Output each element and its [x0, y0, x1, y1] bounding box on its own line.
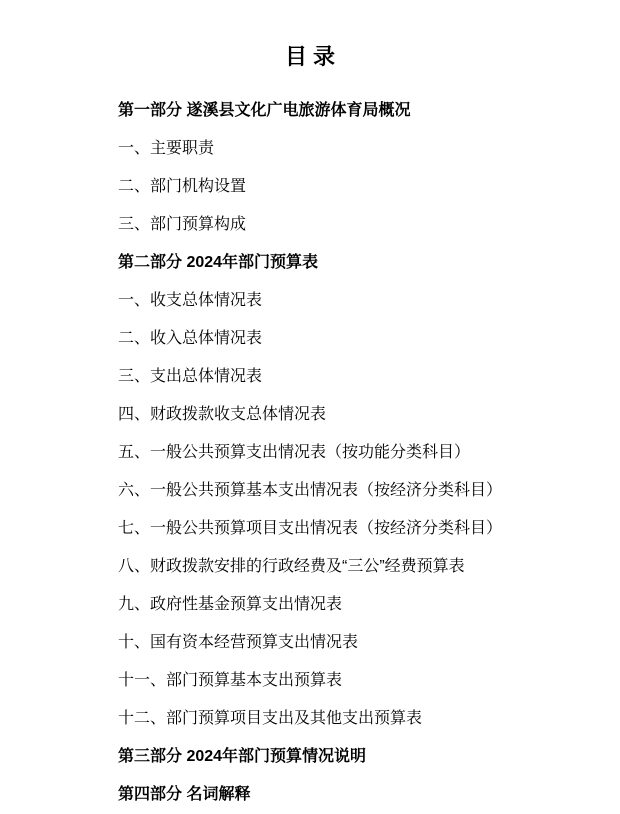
toc-item: 一、主要职责 — [118, 140, 215, 157]
toc-item: 十、国有资本经营预算支出情况表 — [118, 634, 359, 651]
toc-section-heading: 第二部分 2024年部门预算表 — [118, 254, 319, 271]
toc-item: 八、财政拨款安排的行政经费及“三公”经费预算表 — [118, 558, 465, 575]
toc-item: 三、部门预算构成 — [118, 216, 247, 233]
toc-item: 二、部门机构设置 — [118, 178, 247, 195]
toc-item: 四、财政拨款收支总体情况表 — [118, 406, 327, 423]
page-title: 目 录 — [284, 44, 336, 69]
toc-item: 三、支出总体情况表 — [118, 368, 263, 385]
toc-section-heading: 第一部分 遂溪县文化广电旅游体育局概况 — [118, 102, 411, 119]
toc-item: 六、一般公共预算基本支出情况表（按经济分类科目） — [118, 482, 503, 499]
toc-item: 二、收入总体情况表 — [118, 330, 263, 347]
toc-item: 一、收支总体情况表 — [118, 292, 263, 309]
toc-section-heading: 第四部分 名词解释 — [118, 786, 251, 803]
toc-list — [0, 92, 620, 814]
toc-item: 九、政府性基金预算支出情况表 — [118, 596, 343, 613]
toc-item: 十一、部门预算基本支出预算表 — [118, 672, 343, 689]
toc-item: 七、一般公共预算项目支出情况表（按经济分类科目） — [118, 520, 503, 537]
toc-section-heading: 第三部分 2024年部门预算情况说明 — [118, 748, 367, 765]
toc-item: 十二、部门预算项目支出及其他支出预算表 — [118, 710, 423, 727]
toc-item: 五、一般公共预算支出情况表（按功能分类科目） — [118, 444, 471, 461]
